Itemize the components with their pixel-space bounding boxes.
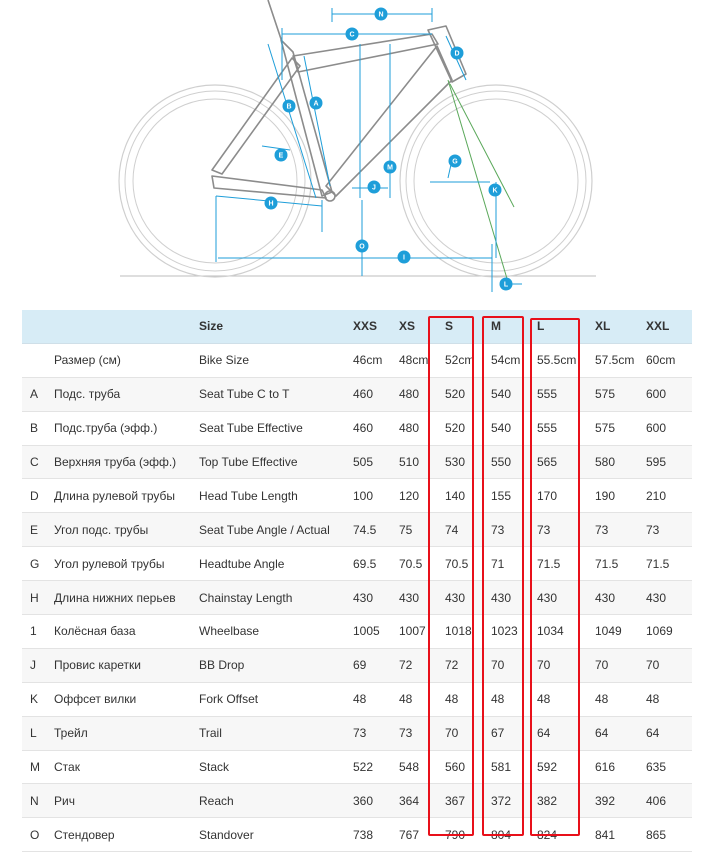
cell-m: 581 [491,750,537,784]
table-row [22,750,692,784]
cell-xxl: 60cm [646,343,692,377]
marker-c [346,28,359,41]
cell-xs: 767 [399,818,445,852]
header-xs: XS [399,310,445,343]
table-row [22,682,692,716]
cell-s: 530 [445,445,491,479]
cell-xxs: 48 [353,682,399,716]
cell-label-ru: Подс. труба [54,377,199,411]
header-letter [22,310,54,343]
cell-xs: 70.5 [399,547,445,581]
cell-xl: 1049 [595,615,646,649]
cell-xxl: 70 [646,648,692,682]
marker-b [283,100,296,113]
marker-i [398,251,411,264]
header-xxl: XXL [646,310,692,343]
cell-label-ru: Длина нижних перьев [54,581,199,615]
svg-text:G: G [452,158,458,166]
cell-xxl: 595 [646,445,692,479]
cell-xl: 841 [595,818,646,852]
cell-l: 592 [537,750,595,784]
svg-text:K: K [492,187,498,195]
cell-s: 70.5 [445,547,491,581]
cell-label-ru: Верхняя труба (эфф.) [54,445,199,479]
cell-s: 48 [445,682,491,716]
cell-xxs: 505 [353,445,399,479]
marker-m [384,161,397,174]
header-s: S [445,310,491,343]
cell-xs: 548 [399,750,445,784]
cell-xxl: 865 [646,818,692,852]
cell-s: 70 [445,716,491,750]
svg-text:N: N [378,11,384,19]
cell-m: 804 [491,818,537,852]
cell-label-ru: Стендовер [54,818,199,852]
cell-xl: 73 [595,513,646,547]
cell-label-ru: Подс.труба (эфф.) [54,411,199,445]
cell-letter: L [22,716,54,750]
cell-label-ru: Трейл [54,716,199,750]
fork-offset-line [450,84,514,207]
cell-l: 382 [537,784,595,818]
cell-label-en: Wheelbase [199,615,353,649]
cell-l: 170 [537,479,595,513]
cell-xxl: 406 [646,784,692,818]
cell-letter: E [22,513,54,547]
cell-l: 555 [537,377,595,411]
cell-xxs: 73 [353,716,399,750]
table-row [22,615,692,649]
cell-letter: K [22,682,54,716]
cell-xxs: 46cm [353,343,399,377]
steering-axis-line [448,80,508,282]
cell-xxs: 738 [353,818,399,852]
cell-letter: J [22,648,54,682]
cell-xl: 190 [595,479,646,513]
cell-xs: 72 [399,648,445,682]
cell-s: 140 [445,479,491,513]
cell-label-en: BB Drop [199,648,353,682]
cell-l: 73 [537,513,595,547]
cell-m: 48 [491,682,537,716]
cell-m: 540 [491,411,537,445]
cell-label-en: Bike Size [199,343,353,377]
cell-label-ru: Длина рулевой трубы [54,479,199,513]
cell-l: 824 [537,818,595,852]
cell-l: 48 [537,682,595,716]
cell-xxs: 360 [353,784,399,818]
cell-xxl: 73 [646,513,692,547]
cell-xxl: 600 [646,411,692,445]
table-header-row [22,310,692,343]
svg-text:D: D [454,50,460,58]
cell-l: 71.5 [537,547,595,581]
cell-xl: 616 [595,750,646,784]
cell-label-en: Seat Tube Angle / Actual [199,513,353,547]
cell-xxl: 430 [646,581,692,615]
cell-s: 74 [445,513,491,547]
cell-letter [22,343,54,377]
cell-label-ru: Размер (см) [54,343,199,377]
cell-letter: 1 [22,615,54,649]
cell-s: 790 [445,818,491,852]
table-row [22,411,692,445]
table-row [22,648,692,682]
cell-l: 1034 [537,615,595,649]
header-xxs: XXS [353,310,399,343]
cell-label-en: Stack [199,750,353,784]
svg-text:C: C [349,31,355,39]
cell-xs: 510 [399,445,445,479]
cell-label-en: Headtube Angle [199,547,353,581]
cell-label-en: Seat Tube C to T [199,377,353,411]
cell-l: 565 [537,445,595,479]
table-row [22,479,692,513]
cell-xl: 71.5 [595,547,646,581]
dimension-lines [216,8,522,292]
cell-xxs: 1005 [353,615,399,649]
cell-xl: 580 [595,445,646,479]
cell-l: 430 [537,581,595,615]
table-row [22,513,692,547]
cell-s: 52cm [445,343,491,377]
cell-letter: O [22,818,54,852]
cell-letter: N [22,784,54,818]
header-ru [54,310,199,343]
cell-m: 71 [491,547,537,581]
cell-xxl: 210 [646,479,692,513]
cell-xxs: 69.5 [353,547,399,581]
cell-xxl: 635 [646,750,692,784]
cell-xxl: 64 [646,716,692,750]
svg-text:O: O [359,243,365,251]
cell-s: 1018 [445,615,491,649]
cell-xl: 575 [595,377,646,411]
cell-xl: 392 [595,784,646,818]
cell-xxs: 74.5 [353,513,399,547]
svg-text:I: I [403,254,405,262]
cell-label-en: Head Tube Length [199,479,353,513]
table-row [22,547,692,581]
cell-s: 430 [445,581,491,615]
marker-h [265,197,278,210]
cell-m: 1023 [491,615,537,649]
cell-xxs: 100 [353,479,399,513]
cell-xxl: 600 [646,377,692,411]
cell-label-ru: Провис каретки [54,648,199,682]
bike-frame [212,0,466,201]
cell-xl: 575 [595,411,646,445]
cell-xxs: 460 [353,411,399,445]
cell-label-en: Trail [199,716,353,750]
cell-label-ru: Угол подс. трубы [54,513,199,547]
cell-xs: 120 [399,479,445,513]
svg-text:A: A [313,100,319,108]
cell-letter: B [22,411,54,445]
cell-l: 70 [537,648,595,682]
cell-xxs: 430 [353,581,399,615]
cell-letter: D [22,479,54,513]
svg-text:H: H [268,200,274,208]
cell-label-en: Reach [199,784,353,818]
cell-letter: H [22,581,54,615]
marker-k [489,184,502,197]
cell-l: 64 [537,716,595,750]
cell-s: 367 [445,784,491,818]
cell-label-en: Standover [199,818,353,852]
cell-m: 70 [491,648,537,682]
cell-xl: 430 [595,581,646,615]
cell-xxs: 522 [353,750,399,784]
header-m: M [491,310,537,343]
cell-xs: 1007 [399,615,445,649]
cell-m: 67 [491,716,537,750]
cell-xs: 430 [399,581,445,615]
cell-l: 55.5cm [537,343,595,377]
cell-s: 72 [445,648,491,682]
cell-xl: 48 [595,682,646,716]
table-row [22,377,692,411]
table-row [22,445,692,479]
cell-xs: 48 [399,682,445,716]
bike-geometry-diagram [0,0,712,300]
svg-text:J: J [372,184,376,192]
cell-xs: 480 [399,411,445,445]
cell-xl: 57.5cm [595,343,646,377]
marker-n [375,8,388,21]
rear-wheel [119,85,311,277]
cell-s: 520 [445,377,491,411]
cell-xxs: 69 [353,648,399,682]
cell-letter: G [22,547,54,581]
cell-letter: C [22,445,54,479]
marker-e [275,149,288,162]
cell-m: 430 [491,581,537,615]
table-row [22,818,692,852]
cell-xxl: 1069 [646,615,692,649]
svg-text:M: M [387,164,393,172]
cell-label-en: Seat Tube Effective [199,411,353,445]
cell-s: 520 [445,411,491,445]
header-l: L [537,310,595,343]
cell-m: 540 [491,377,537,411]
svg-text:E: E [278,152,284,160]
cell-l: 555 [537,411,595,445]
cell-m: 372 [491,784,537,818]
cell-xs: 73 [399,716,445,750]
cell-label-ru: Стак [54,750,199,784]
marker-l [500,278,513,291]
cell-xl: 70 [595,648,646,682]
dimension-markers [265,8,513,291]
svg-text:L: L [503,281,509,289]
cell-xs: 364 [399,784,445,818]
header-xl: XL [595,310,646,343]
cell-m: 73 [491,513,537,547]
cell-m: 54cm [491,343,537,377]
cell-xl: 64 [595,716,646,750]
cell-label-ru: Рич [54,784,199,818]
cell-xxl: 71.5 [646,547,692,581]
cell-s: 560 [445,750,491,784]
table-row [22,581,692,615]
cell-label-en: Top Tube Effective [199,445,353,479]
cell-xs: 75 [399,513,445,547]
cell-label-en: Chainstay Length [199,581,353,615]
cell-xs: 48cm [399,343,445,377]
cell-m: 550 [491,445,537,479]
cell-label-en: Fork Offset [199,682,353,716]
table-row [22,784,692,818]
cell-m: 155 [491,479,537,513]
cell-label-ru: Угол рулевой трубы [54,547,199,581]
cell-xs: 480 [399,377,445,411]
header-size: Size [199,310,353,343]
table-row [22,716,692,750]
cell-label-ru: Оффсет вилки [54,682,199,716]
cell-xxl: 48 [646,682,692,716]
marker-j [368,181,381,194]
table-row [22,343,692,377]
cell-xxs: 460 [353,377,399,411]
geometry-table [22,310,692,852]
cell-label-ru: Колёсная база [54,615,199,649]
marker-g [449,155,462,168]
marker-a [310,97,323,110]
cell-letter: A [22,377,54,411]
marker-o [356,240,369,253]
marker-d [451,47,464,60]
cell-letter: M [22,750,54,784]
svg-text:B: B [286,103,292,111]
